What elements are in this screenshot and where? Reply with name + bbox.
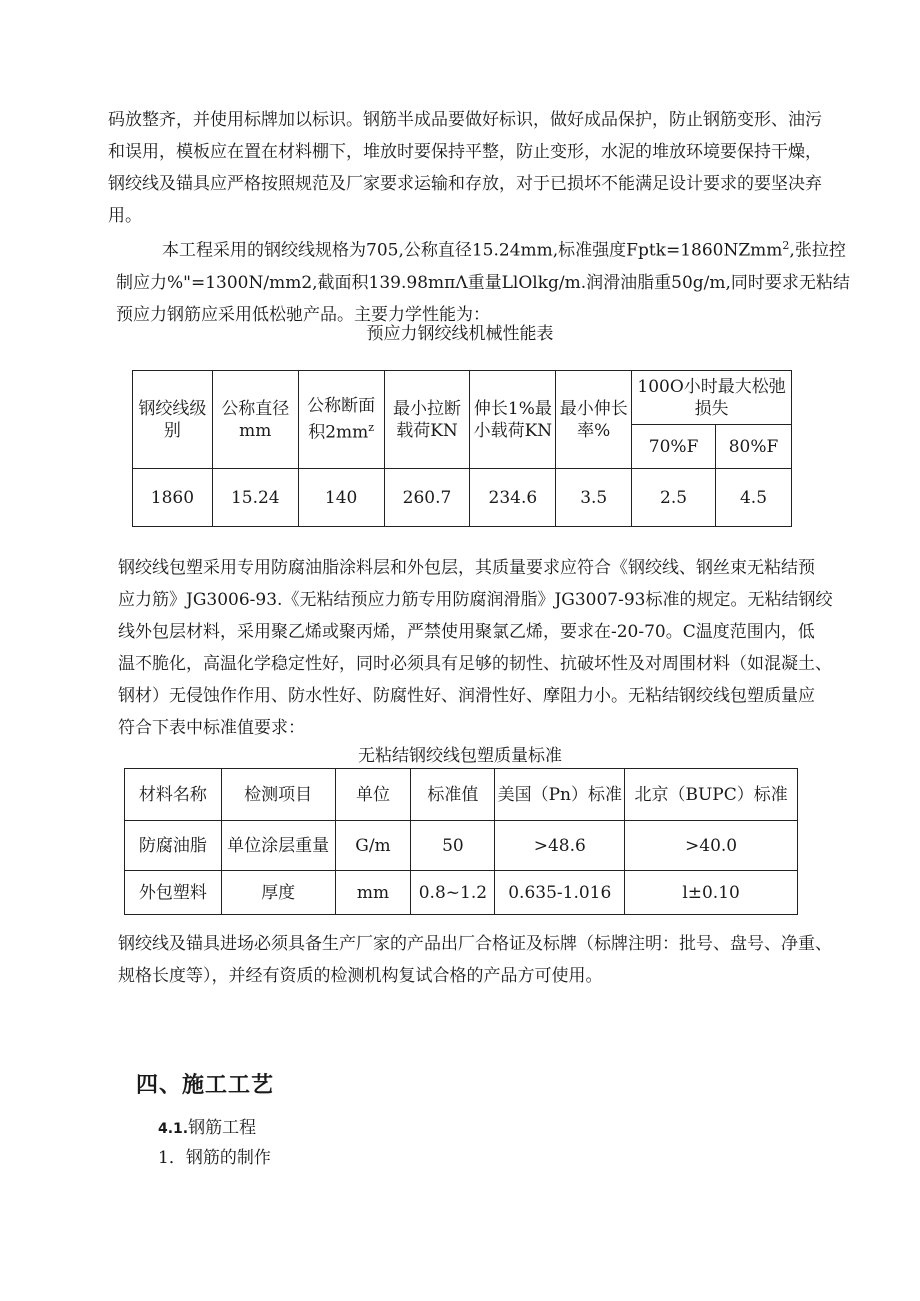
table-header-row [125,769,798,821]
table-cell: 单位涂层重量 [221,821,335,871]
subsection-number: 4.1. [158,1121,189,1137]
table-cell: 0.635-1.016 [495,871,625,915]
table-cell: 1860 [133,469,213,527]
header-cell: 公称直径mm [212,371,298,469]
table-cell: G/m [335,821,411,871]
table-cell: 50 [411,821,495,871]
table-cell: mm [335,871,411,915]
table-cell: 140 [298,469,384,527]
table-cell: 外包塑料 [125,871,222,915]
table-cell: 2.5 [632,469,716,527]
table-cell: 234.6 [470,469,556,527]
table-cell: 260.7 [384,469,470,527]
table2-caption: 无粘结钢绞线包塑质量标准 [358,746,562,766]
paragraph-coating [118,552,833,744]
table-cell: l±0.10 [625,871,798,915]
paragraph-strand-spec [116,230,850,331]
header-cell: 单位 [335,769,411,821]
text-line: 本工程采用的钢绞线规格为705,公称直径15.24mm,标准强度Fptk=1860NZmm$^2$,张拉控 [162,239,846,261]
text-line: 预应力钢筋应采用低松驰产品。主要力学性能为： [116,304,490,325]
table-cell: 15.24 [212,469,298,527]
table-cell: 0.8~1.2 [411,871,495,915]
text-line: 码放整齐，并使用标牌加以标识。钢筋半成品要做好标识，做好成品保护，防止钢筋变形、油污 [108,110,822,130]
table-cell: 3.5 [556,469,632,527]
header-cell: 100O小时最大松弛损失 [632,371,792,425]
table-cell: >48.6 [495,821,625,871]
section-heading: 四、施工工艺 [136,1073,275,1098]
text-line: 用。 [108,206,142,226]
text-line: 温不脆化，高温化学稳定性好，同时必须具有足够的韧性、抗破坏性及对周围材料（如混凝土、 [118,654,832,674]
header-cell: 最小伸长率% [556,371,632,469]
header-cell: 钢绞线级别 [133,371,213,469]
header-cell: 检测项目 [221,769,335,821]
header-cell: 最小拉断载荷KN [384,371,470,469]
paragraph-storage [108,104,822,232]
table-cell: 厚度 [221,871,335,915]
header-cell: 伸长1%最小载荷KN [470,371,556,469]
text-line: 制应力%"=1300N∕mm2,截面积139.98mπΛ重量LlOlkg∕m.润滑油脂重50g∕m,同时要求无粘结 [116,272,850,293]
table-cell: >40.0 [625,821,798,871]
table-header-row [133,371,792,425]
text-line: 应力筋》JG3006-93.《无粘结预应力筋专用防腐润滑脂》JG3007-93标准的规定。无粘结钢绞 [118,590,833,610]
sub-item-heading: 1．钢筋的制作 [158,1148,271,1168]
coating-quality-table [124,768,798,915]
header-cell: 标准值 [411,769,495,821]
text-line: 钢材）无侵蚀作作用、防水性好、防腐性好、润滑性好、摩阻力小。无粘结钢绞线包塑质量应 [118,686,815,706]
text-line: 钢绞线及锚具应严格按照规范及厂家要求运输和存放，对于已损坏不能满足设计要求的要坚决弃 [108,174,822,194]
header-cell: 70%F [632,425,716,469]
header-cell: 材料名称 [125,769,222,821]
table-row [125,821,798,871]
text-line: 钢绞线包塑采用专用防腐油脂涂料层和外包层，其质量要求应符合《钢绞线、钢丝束无粘结预 [118,558,815,578]
text-line: 和误用，模板应在置在材料棚下，堆放时要保持平整，防止变形，水泥的堆放环境要保持干燥， [108,142,822,162]
table-row [133,469,792,527]
text-line: 规格长度等），并经有资质的检测机构复试合格的产品方可使用。 [118,966,603,986]
mechanical-properties-table [132,370,792,527]
header-cell: 80%F [716,425,792,469]
table1-caption: 预应力钢绞线机械性能表 [366,324,554,344]
subsection-title: 钢筋工程 [188,1118,257,1138]
text-line: 钢绞线及锚具进场必须具备生产厂家的产品出厂合格证及标牌（标牌注明：批号、盘号、净重、 [118,934,832,954]
text-line: 符合下表中标准值要求： [118,718,305,738]
table-cell: 防腐油脂 [125,821,222,871]
table-row [125,871,798,915]
header-cell: 美国（Pn）标准 [495,769,625,821]
header-cell: 北京（BUPC）标准 [625,769,798,821]
subsection-heading [158,1113,256,1138]
paragraph-acceptance [118,928,832,992]
text-line: 线外包层材料，采用聚乙烯或聚丙烯，严禁使用聚氯乙烯，要求在-20-70。C温度范围内，低 [118,622,815,642]
header-cell: 公称断面积$2mm^z$ [298,371,384,469]
table-cell: 4.5 [716,469,792,527]
